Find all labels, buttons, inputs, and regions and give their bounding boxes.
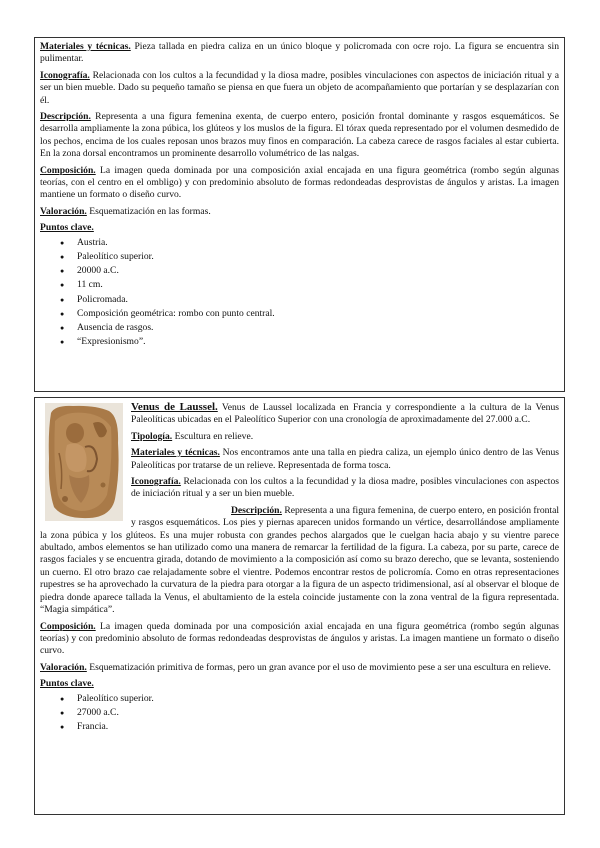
valoracion-text: Esquematización en las formas. [89,205,211,217]
iconografia-paragraph [40,70,559,107]
iconografia-heading: Iconografía. [131,476,181,488]
tipologia-text: Escultura en relieve. [174,430,254,442]
tipologia-heading: Tipología. [131,430,173,442]
materiales-heading: Materiales y técnicas. [131,447,220,459]
composicion-text: La imagen queda dominada por una composición axial encajada en una figura geométrica (rombo según algunas teorías) y con predominio absoluto de formas redondeadas desprovistas de ángulos y aristas. La imagen mantiene un formato o diseño curvo. [40,620,559,657]
materiales-text: Nos encontramos ante una talla en piedra caliza, un ejemplo único dentro de las Venus Paleolíticas por tratarse de un relieve. Representada de forma tosca. [131,447,559,471]
puntos-list [40,692,559,735]
valoracion-paragraph [40,662,559,674]
list-item: ● 11 cm. [60,278,559,292]
composicion-heading: Composición. [40,620,96,632]
iconografia-text: Relacionada con los cultos a la fecundidad y la diosa madre, posibles vinculaciones con aspectos de iniciación ritual y a ser un bien mueble. [131,476,559,500]
laussel-title: Venus de Laussel. [131,401,218,413]
venus-willendorf-section [34,37,565,392]
puntos-list [40,236,559,350]
list-item: ● Austria. [60,236,559,250]
venus-laussel-section [34,397,565,815]
list-item: ● Paleolítico superior. [60,250,559,264]
descripcion-paragraph [40,111,559,161]
descripcion-text: Representa a una figura femenina, de cuerpo entero, en posición frontal y rasgos esquemáticos. Los pies y piernas aparecen unidos formando un vértice, desarrollándose ampliamente la zona púbica y los glúteos. Es una mujer robusta con grandes pechos alargados que le cuelgan hacia abajo y su vientre parece abultado, ambos elementos se han utilizado como una manera de remarcar la fertilidad de la figura. La cabeza, por su parte, carece de rasgos faciales y se encuentra girada, dotando de movimiento a la composición así como su brazo derecho, que se levanta, sosteniendo un cuerno. El otro brazo cae relajadamente sobre el vientre. Podemos encontrar restos de policromía. Como en otras representaciones rupestres se ha aprovechado la curvatura de la piedra para otorgar a la figura de un aspecto tridimensional, así al observar el bloque de piedra donde aparece tallada la Venus, el abultamiento de la estela coincide justamente con la zona ventral de la figura representada. “Magia simpática”. [40,504,560,616]
venus-laussel-image [45,403,123,521]
puntos-heading: Puntos clave. [40,678,94,690]
valoracion-text: Esquematización primitiva de formas, pero un gran avance por el uso de movimiento pese a ser una escultura en relieve. [89,661,551,673]
puntos-paragraph [40,678,559,690]
materiales-text: Pieza tallada en piedra caliza en un único bloque y policromada con ocre rojo. La figura se encuentra sin pulimentar. [40,41,559,65]
valoracion-paragraph [40,206,559,218]
list-item: ● Composición geométrica: rombo con punto central. [60,307,559,321]
materiales-heading: Materiales y técnicas. [40,41,131,52]
list-item: ● Policromada. [60,293,559,307]
list-item: ● Ausencia de rasgos. [60,321,559,335]
descripcion-text: Representa a una figura femenina exenta, de cuerpo entero, posición frontal dominante y rasgos esquemáticos. Se desarrolla ampliamente la zona púbica, los glúteos y los muslos de la figura. El tórax queda representado por el volumen desmedido de los pechos, encima de los cuales reposan unos brazos muy finos en comparación. La cabeza carece de rasgos faciales al estar cubierta. En la zona dorsal encontramos un prominente desarrollo volumétrico de las nalgas. [40,111,559,160]
descripcion-heading: Descripción. [40,111,91,123]
descripcion-paragraph [40,505,559,617]
iconografia-heading: Iconografía. [40,69,90,81]
list-item: ● “Expresionismo”. [60,335,559,349]
intro-text: Venus de Laussel localizada en Francia y correspondiente a la cultura de la Venus Paleolíticas ubicadas en el Paleolítico Superior con una cronología de aproximadamente del 27.000 a.C. [131,402,559,426]
list-item: ● Francia. [60,720,559,734]
puntos-paragraph [40,222,559,234]
list-item: ● 27000 a.C. [60,706,559,720]
composicion-heading: Composición. [40,164,96,176]
puntos-heading: Puntos clave. [40,222,94,234]
list-item: ● Paleolítico superior. [60,692,559,706]
composicion-paragraph [40,621,559,658]
materiales-paragraph [40,41,559,66]
list-item: ● 20000 a.C. [60,264,559,278]
valoracion-heading: Valoración. [40,661,87,673]
iconografia-text: Relacionada con los cultos a la fecundidad y la diosa madre, posibles vinculaciones con aspectos de iniciación ritual y a ser un bien mueble. Dado su pequeño tamaño se piensa en que fuera un objeto de acompañamiento que portarían y se desplazarían con él. [40,69,559,106]
valoracion-heading: Valoración. [40,205,87,217]
composicion-text: La imagen queda dominada por una composición axial encajada en una figura geométrica (rombo según algunas teorías, con el centro en el ombligo) y con predominio absoluto de formas redondeadas desprovistas de ángulos y aristas. La imagen mantiene un formato o diseño curvo. [40,164,559,201]
descripcion-heading: Descripción. [231,504,282,516]
composicion-paragraph [40,165,559,202]
